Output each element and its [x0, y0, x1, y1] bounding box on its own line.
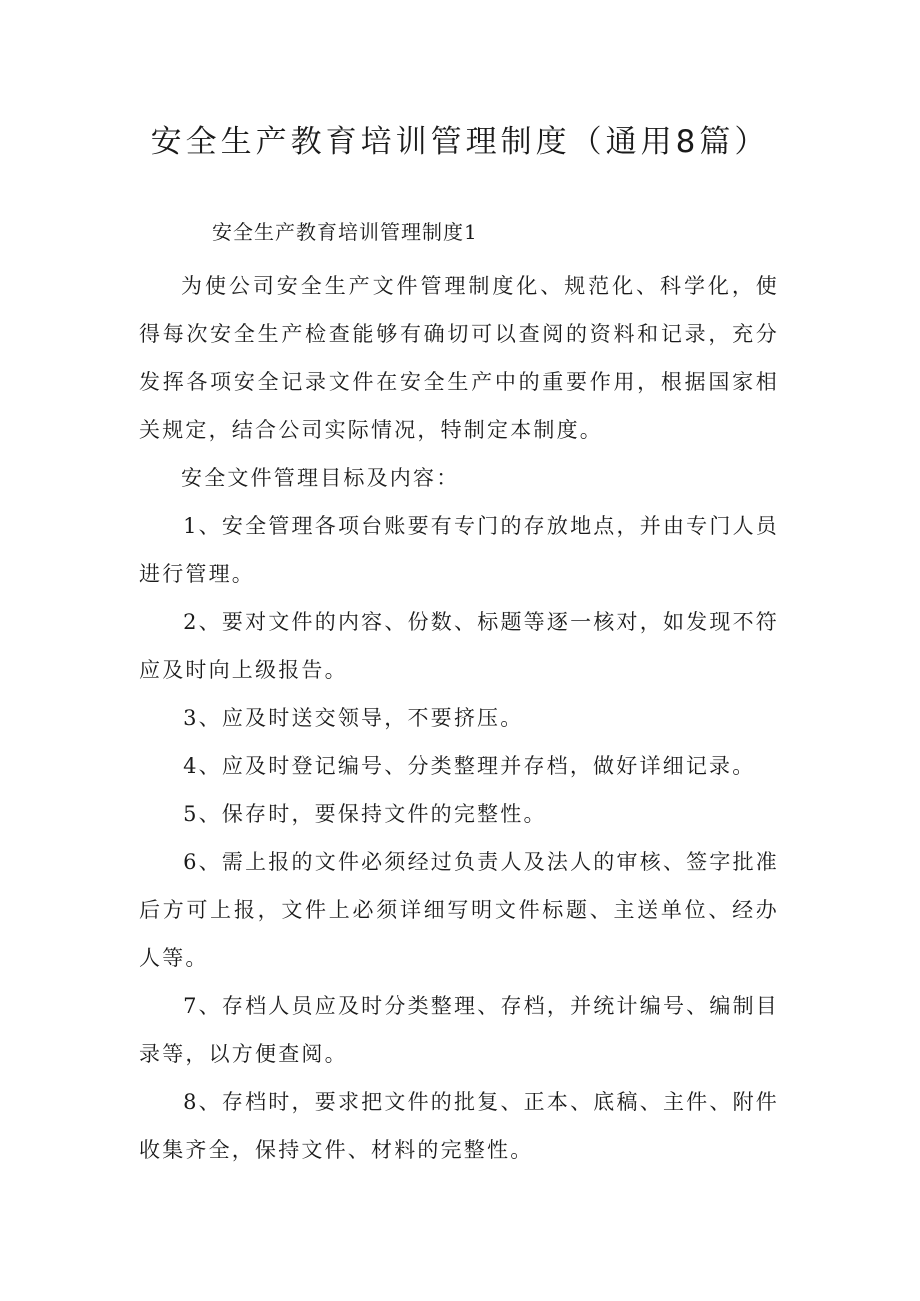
goals-heading: 安全文件管理目标及内容： [181, 466, 460, 490]
list-item-2: 2、要对文件的内容、份数、标题等逐一核对，如发现不符应及时向上级报告。 [139, 610, 779, 682]
list-item-3: 3、应及时送交领导，不要挤压。 [183, 706, 524, 730]
list-item-4: 4、应及时登记编号、分类整理并存档，做好详细记录。 [183, 754, 756, 778]
list-item-5: 5、保存时，要保持文件的完整性。 [183, 802, 547, 826]
document-body [139, 262, 779, 1174]
document-title: 安全生产教育培训管理制度（通用8篇） [150, 124, 770, 160]
list-item-1: 1、安全管理各项台账要有专门的存放地点，并由专门人员进行管理。 [139, 514, 779, 586]
list-item-7: 7、存档人员应及时分类整理、存档，并统计编号、编制目录等，以方便查阅。 [139, 994, 779, 1066]
list-item-6: 6、需上报的文件必须经过负责人及法人的审核、签字批准后方可上报，文件上必须详细写明文件标题、主送单位、经办人等。 [139, 850, 779, 970]
intro-paragraph: 为使公司安全生产文件管理制度化、规范化、科学化，使得每次安全生产检查能够有确切可以查阅的资料和记录，充分发挥各项安全记录文件在安全生产中的重要作用，根据国家相关规定，结合公司实际情况，特制定本制度。 [139, 274, 779, 442]
list-item-8: 8、存档时，要求把文件的批复、正本、底稿、主件、附件收集齐全，保持文件、材料的完整性。 [139, 1090, 779, 1162]
section-heading: 安全生产教育培训管理制度1 [212, 220, 478, 244]
